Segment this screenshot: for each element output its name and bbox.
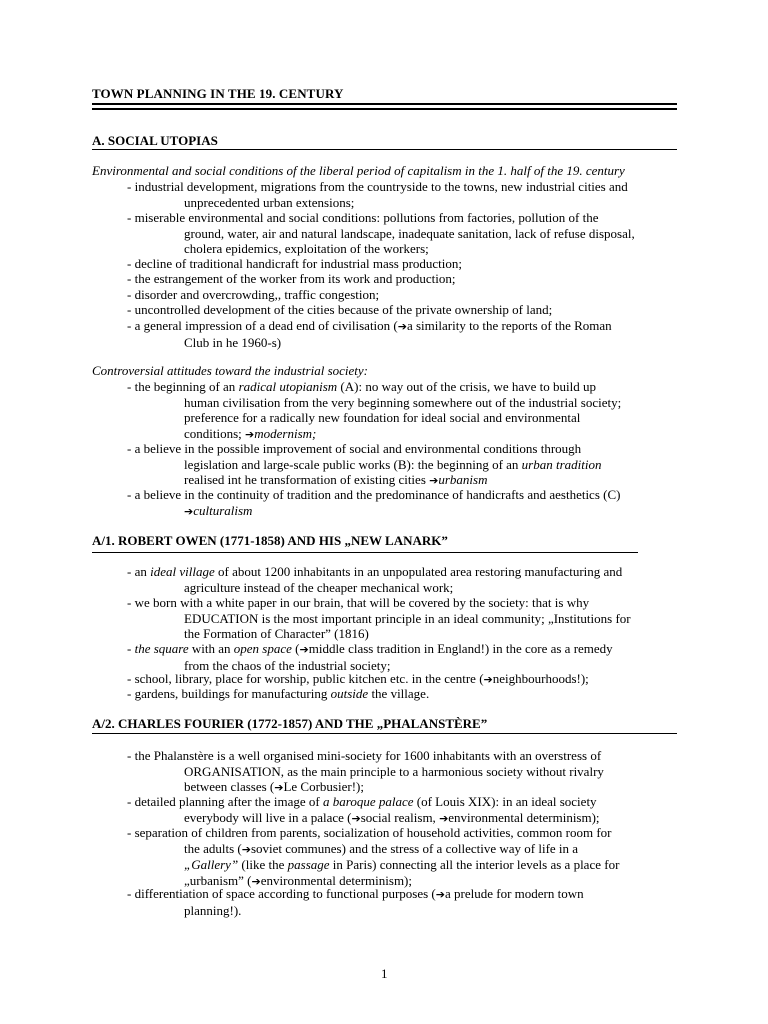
list-item: - we born with a white paper in our brain, that will be covered by the society: that is why EDUCATION is the most important principle in an ideal community; „Institutions for the Formation of Character” (1816) — [127, 595, 631, 641]
list-item: - decline of traditional handicraft for industrial mass production; — [127, 256, 463, 271]
section-a-rule — [92, 149, 677, 150]
section-a-intro-1: Environmental and social conditions of the liberal period of capitalism in the 1. half of the 19. century — [92, 163, 625, 178]
arrow-right-icon: ➔ — [435, 888, 445, 901]
list-item: - school, library, place for worship, public kitchen etc. in the centre (➔neighbourhoods!); — [127, 671, 589, 686]
arrow-right-icon: ➔ — [351, 811, 361, 825]
arrow-right-icon: ➔ — [483, 673, 493, 686]
list-item: - the beginning of an radical utopianism (A): no way out of the crisis, we have to build up human civilisation from the very beginning somewhere out of the industrial society; preference for a radically new foundation for ideal social and environmental conditions; ➔modernism; — [127, 379, 622, 441]
arrow-right-icon: ➔ — [241, 842, 251, 856]
arrow-right-icon: ➔ — [397, 320, 407, 333]
arrow-right-icon: ➔ — [184, 504, 194, 518]
list-item: - industrial development, migrations from the countryside to the towns, new industrial cities and unprecedented urban extensions; — [127, 179, 628, 210]
arrow-right-icon: ➔ — [429, 474, 439, 487]
section-a1-rule — [92, 552, 638, 553]
list-item: - a general impression of a dead end of civilisation (➔a similarity to the reports of the Roman Club in he 1960-s) — [127, 318, 612, 350]
arrow-right-icon: ➔ — [245, 427, 255, 441]
section-a-intro-2: Controversial attitudes toward the industrial society: — [92, 363, 368, 378]
list-item: - the Phalanstère is a well organised mini-society for 1600 inhabitants with an overstress of ORGANISATION, as the main principle to a harmonious society without rivalry between classes (➔Le Corbusier!); — [127, 748, 604, 794]
arrow-right-icon: ➔ — [299, 643, 309, 656]
section-a2-rule — [92, 733, 677, 734]
list-item: - detailed planning after the image of a baroque palace (of Louis XIX): in an ideal society everybody will live in a palace (➔social realism, ➔environmental determinism); — [127, 794, 600, 825]
list-item: - a believe in the continuity of tradition and the predominance of handicrafts and aesthetics (C) ➔culturalism — [127, 487, 621, 518]
list-item: - separation of children from parents, socialization of household activities, common room for the adults (➔soviet communes) and the stress of a collective way of life in a „Gallery” (like the passage in Paris) connecting all the interior levels as a place for „urbanism” (➔environmental determinism); — [127, 825, 620, 888]
document-title: TOWN PLANNING IN THE 19. CENTURY — [92, 86, 344, 101]
list-item: - miserable environmental and social conditions: pollutions from factories, pollution of the ground, water, air and natural landscape, inadequate sanitation, lack of refuse disposal, cholera epidemics, exploitation of the workers; — [127, 210, 635, 256]
section-a2-heading: A/2. CHARLES FOURIER (1772-1857) AND THE „PHALANSTÈRE” — [92, 716, 488, 731]
list-item: - a believe in the possible improvement of social and environmental conditions through legislation and large-scale public works (B): the beginning of an urban tradition realised int he transformation of existing cities ➔urbanism — [127, 441, 602, 487]
arrow-right-icon: ➔ — [439, 811, 449, 825]
section-a1-heading: A/1. ROBERT OWEN (1771-1858) AND HIS „NEW LANARK” — [92, 533, 448, 548]
page-number: 1 — [381, 966, 388, 981]
list-item: - the square with an open space (➔middle class tradition in England!) in the core as a remedy from the chaos of the industrial society; — [127, 641, 613, 673]
section-a-heading: A. SOCIAL UTOPIAS — [92, 133, 218, 148]
arrow-right-icon: ➔ — [251, 874, 261, 888]
title-rule-top — [92, 103, 677, 105]
title-rule-bottom — [92, 108, 677, 110]
list-item: - the estrangement of the worker from its work and production; — [127, 271, 456, 286]
list-item: - gardens, buildings for manufacturing outside the village. — [127, 686, 430, 701]
list-item: - disorder and overcrowding,, traffic congestion; — [127, 287, 380, 302]
list-item: - an ideal village of about 1200 inhabitants in an unpopulated area restoring manufacturing and agriculture instead of the cheaper mechanical work; — [127, 564, 623, 595]
arrow-right-icon: ➔ — [274, 781, 284, 794]
list-item: - differentiation of space according to functional purposes (➔a prelude for modern town planning!). — [127, 886, 584, 918]
list-item: - uncontrolled development of the cities because of the private ownership of land; — [127, 302, 553, 317]
